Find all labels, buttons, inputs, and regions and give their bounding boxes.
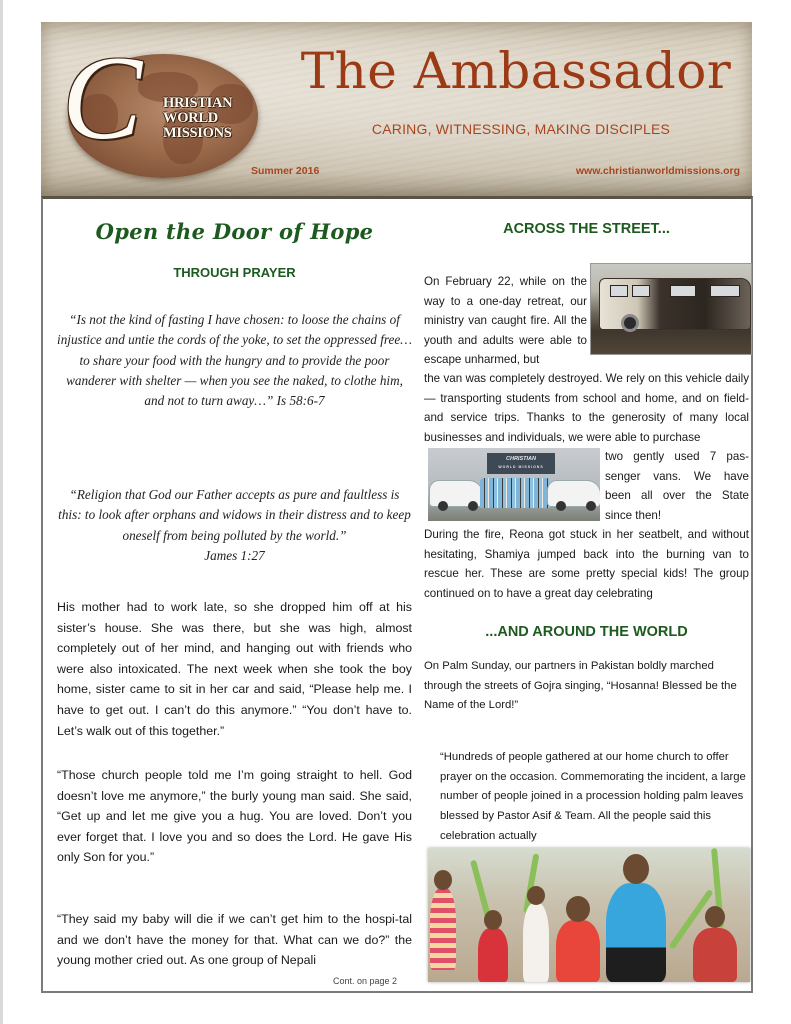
newsletter-title: The Ambassador (300, 42, 732, 100)
story-paragraph: During the fire, Reona got stuck in her seatbelt, and without hesitating, Shamiya jumped back into the burning van to rescue her. These are some pretty special kids! The group continued on to have a great day celebrating (424, 528, 749, 600)
child-head (527, 886, 545, 905)
scripture-text: “Religion that God our Father accepts as pure and faultless is this: to look after orphans and widows in their distress and to keep oneself from being polluted by the world.” (58, 487, 411, 543)
logo-line: MISSIONS (163, 125, 232, 141)
section-title-open-door: Open the Door of Hope (95, 219, 374, 244)
van-window (710, 285, 740, 297)
logo-line: WORLD (163, 110, 218, 126)
christian-world-missions-logo (56, 31, 261, 180)
logo-line: HRISTIAN (163, 95, 233, 111)
heading-around-the-world: ...AND AROUND THE WORLD (485, 624, 688, 640)
scripture-isaiah: “Is not the kind of fasting I have chosen: to loose the chains of injustice and untie the cords of the yoke, to set the oppressed free… to share your food with the hungry and to provide the poor wanderer with shelter — when you see the naked, to clothe him, and not to turn away…” Is 58:6-7 (57, 312, 412, 409)
child-figure (556, 920, 600, 982)
child-head (566, 896, 590, 922)
story-paragraph: the van was completely destroyed. We rely on this vehicle daily — transporting students from school and home, and on field- and service trips. Thanks to the generosity of many local businesses and individuals, we were able to purchase (424, 372, 749, 444)
child-head (434, 870, 452, 890)
child-figure (523, 903, 549, 982)
story-paragraph: “Those church people told me I’m going straight to hell. God doesn’t love me anymore,” the burly young man said. She said, “Get up and let me give you a hug. You are loved. Don’t you ever forget that. I love you and so does the Lord. He gave His only Son for you.” (57, 768, 412, 865)
new-vans-group-photo (428, 448, 600, 521)
story-paragraph: On February 22, while on the way to a one-day retreat, our ministry van caught fire. All the youth and adults were able to escape unharmed, but (424, 275, 587, 367)
masthead-banner (41, 22, 752, 196)
tagline: CARING, WITNESSING, MAKING DISCIPLES (371, 121, 671, 137)
subheading-through-prayer: THROUGH PRAYER (173, 265, 296, 280)
child-figure (606, 883, 666, 982)
scripture-james (57, 485, 412, 566)
child-head (484, 910, 502, 930)
child-figure (430, 888, 456, 970)
heading-across-the-street: ACROSS THE STREET... (503, 221, 670, 237)
burned-van-photo (590, 263, 752, 355)
page-edge (0, 0, 3, 1024)
website-link[interactable]: www.christianworldmissions.org (575, 165, 740, 177)
child-figure (693, 928, 737, 982)
building-sign (487, 453, 555, 474)
logo-wordmark (163, 96, 232, 141)
van-window (610, 285, 628, 297)
van-window (632, 285, 650, 297)
sign-line: WORLD MISSIONS (498, 465, 544, 469)
van-window (670, 285, 696, 297)
palm-sunday-procession-photo (428, 848, 750, 982)
story-paragraph: His mother had to work late, so she dropped him off at his sister’s house. She was there, but she was high, almost completely out of her mind, and hanging out with friends who were also intoxicated. The next week when she took the boy home, sister came to sit in her car and said, “Please help me. I have to get out. I can’t do this anymore.” “You don’t have to. Let’s walk out of this together.” (57, 600, 412, 738)
logo-initial: C (62, 31, 143, 164)
group-of-people (480, 478, 550, 508)
continued-note: Cont. on page 2 (333, 976, 398, 986)
story-paragraph: “They said my baby will die if we can’t get him to the hospi-tal and we don’t have the money for that. What can we do?” the young mother cried out. As one group of Nepali (57, 912, 412, 968)
story-paragraph: two gently used 7 pas-senger vans. We have been all over the State since then! (605, 450, 749, 522)
story-paragraph: On Palm Sunday, our partners in Pakistan boldly marched through the streets of Gojra singing, “Hosanna! Blessed be the Name of the Lord!” (424, 660, 737, 712)
minivan (547, 480, 600, 507)
scripture-reference: James 1:27 (204, 547, 265, 563)
child-head (623, 854, 649, 884)
minivan (429, 480, 483, 507)
van-wheel (621, 314, 639, 332)
newsletter-content (41, 196, 753, 993)
child-figure (478, 928, 508, 982)
issue-date: Summer 2016 (251, 165, 320, 177)
sign-line: CHRISTIAN (506, 456, 536, 462)
partner-quote: “Hundreds of people gathered at our home church to offer prayer on the occasion. Commemorating the incident, a large number of people joined in a procession holding palm leaves blessed by Pastor Asif & Team. All the people said this celebration actually (440, 751, 746, 842)
child-head (705, 906, 725, 928)
